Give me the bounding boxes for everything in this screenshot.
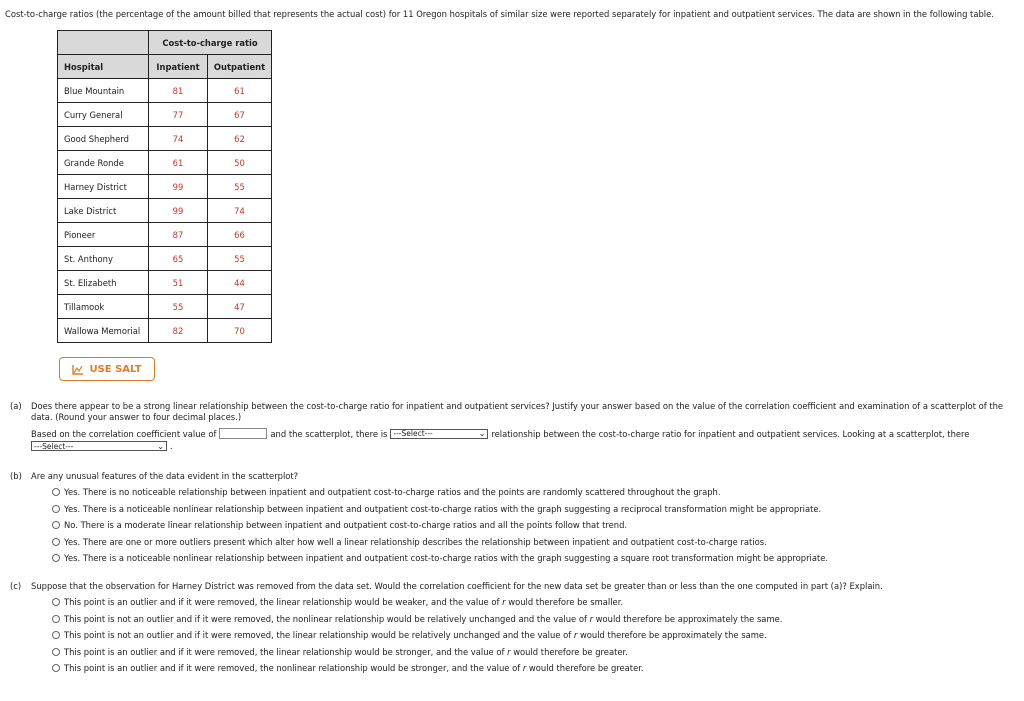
part-c-option[interactable]: [52, 647, 628, 657]
part-c-option[interactable]: [52, 597, 623, 607]
radio-button[interactable]: [52, 521, 60, 529]
data-table: [57, 30, 272, 343]
part-c-question: Suppose that the observation for Harney District was removed from the data set. Would the correlation coefficient for the new data set be greater than or less than the one computed in part (a)? Explain.: [31, 581, 883, 591]
inpatient-cell: 74: [149, 127, 208, 151]
outpatient-cell: 50: [208, 151, 272, 175]
use-salt-button[interactable]: [59, 357, 155, 381]
hospital-cell: Tillamook: [58, 295, 149, 319]
table-row: [58, 319, 272, 343]
outpatient-cell: 67: [208, 103, 272, 127]
option-text: No. There is a moderate linear relationship between inpatient and outpatient cost-to-charge ratios and all the points follow that trend.: [64, 520, 628, 530]
hospital-cell: Grande Ronde: [58, 151, 149, 175]
outpatient-cell: 55: [208, 247, 272, 271]
part-a-answer-line-2: [31, 441, 173, 451]
use-salt-label: USE SALT: [89, 363, 142, 375]
option-text: Yes. There is no noticeable relationship between inpatient and outpatient cost-to-charge ratios and the points are randomly scattered throughout the graph.: [64, 487, 721, 497]
table-row: [58, 199, 272, 223]
part-c-option[interactable]: [52, 614, 782, 624]
hospital-cell: St. Anthony: [58, 247, 149, 271]
part-a-answer-line: [31, 428, 969, 439]
option-text: Yes. There are one or more outliers present which alter how well a linear relationship describes the relationship between inpatient and outpatient cost-to-charge ratios.: [64, 536, 767, 547]
option-text: Yes. There is a noticeable nonlinear relationship between inpatient and outpatient cost-to-charge ratios with the graph suggesting a reciprocal transformation might be appropriate.: [64, 503, 822, 514]
table-row: [58, 271, 272, 295]
inpatient-cell: 99: [149, 199, 208, 223]
option-text: This point is an outlier and if it were removed, the nonlinear relationship would be stronger, and the value of r would therefore be greater.: [64, 663, 644, 673]
hospital-cell: Lake District: [58, 199, 149, 223]
outpatient-cell: 55: [208, 175, 272, 199]
inpatient-cell: 65: [149, 247, 208, 271]
outpatient-cell: 44: [208, 271, 272, 295]
part-a-text-2: and the scatterplot, there is: [270, 428, 388, 439]
header-hospital: Hospital: [58, 55, 149, 79]
part-a-label: (a): [10, 401, 22, 411]
part-c-label: (c): [10, 581, 22, 591]
part-b-option[interactable]: [52, 487, 721, 497]
part-a-question-2: data. (Round your answer to four decimal places.): [31, 412, 242, 422]
option-text: Yes. There is a noticeable nonlinear relationship between inpatient and outpatient cost-to-charge ratios with the graph suggesting a square root transformation might be appropriate.: [64, 553, 829, 563]
inpatient-cell: 61: [149, 151, 208, 175]
part-b-question: Are any unusual features of the data evident in the scatterplot?: [31, 471, 299, 481]
table-row: [58, 223, 272, 247]
inpatient-cell: 81: [149, 79, 208, 103]
radio-button[interactable]: [52, 615, 60, 623]
outpatient-cell: 62: [208, 127, 272, 151]
radio-button[interactable]: [52, 648, 60, 656]
part-a-text-1: Based on the correlation coefficient value of: [31, 428, 217, 439]
outpatient-cell: 47: [208, 295, 272, 319]
option-text: This point is not an outlier and if it were removed, the linear relationship would be relatively unchanged and the value of r would therefore be approximately the same.: [64, 630, 767, 640]
part-c-option[interactable]: [52, 630, 767, 640]
correlation-input[interactable]: [219, 428, 267, 439]
scatterplot-select[interactable]: [31, 441, 167, 451]
relationship-select[interactable]: [390, 429, 488, 439]
hospital-cell: Blue Mountain: [58, 79, 149, 103]
hospital-cell: Curry General: [58, 103, 149, 127]
chevron-down-icon: ⌄: [478, 429, 486, 438]
relationship-select-value: ---Select---: [393, 429, 433, 438]
hospital-cell: Harney District: [58, 175, 149, 199]
chart-icon: [72, 364, 84, 375]
hospital-cell: Wallowa Memorial: [58, 319, 149, 343]
option-text: This point is an outlier and if it were removed, the linear relationship would be stronger, and the value of r would therefore be greater.: [64, 646, 628, 657]
intro-text: Cost-to-charge ratios (the percentage of the amount billed that represents the actual cost) for 11 Oregon hospitals of similar size were reported separately for inpatient and outpatient services. The data are shown in the following table.: [5, 9, 994, 19]
part-a-end: .: [170, 441, 173, 451]
outpatient-cell: 66: [208, 223, 272, 247]
table-row: [58, 151, 272, 175]
part-a-question-1: Does there appear to be a strong linear relationship between the cost-to-charge ratio for inpatient and outpatient services? Justify your answer based on the value of the correlation coefficient and examination of a scatterplot of the: [31, 401, 1004, 411]
header-outpatient: Outpatient: [208, 55, 272, 79]
radio-button[interactable]: [52, 631, 60, 639]
table-row: [58, 247, 272, 271]
scatterplot-select-value: ---Select---: [34, 441, 74, 451]
option-text: This point is not an outlier and if it were removed, the nonlinear relationship would be relatively unchanged and the value of r would therefore be approximately the same.: [64, 613, 783, 624]
chevron-down-icon: ⌄: [157, 441, 164, 451]
table-row: [58, 175, 272, 199]
radio-button[interactable]: [52, 554, 60, 562]
part-b-option[interactable]: [52, 520, 627, 530]
part-c-option[interactable]: [52, 663, 644, 673]
part-b-option[interactable]: [52, 537, 767, 547]
table-row: [58, 295, 272, 319]
hospital-cell: St. Elizabeth: [58, 271, 149, 295]
outpatient-cell: 61: [208, 79, 272, 103]
part-b-option[interactable]: [52, 504, 821, 514]
outpatient-cell: 74: [208, 199, 272, 223]
option-text: This point is an outlier and if it were removed, the linear relationship would be weaker, and the value of r would therefore be smaller.: [64, 597, 624, 607]
part-a-text-3: relationship between the cost-to-charge ratio for inpatient and outpatient services. Looking at a scatterplot, there: [491, 428, 970, 439]
inpatient-cell: 51: [149, 271, 208, 295]
inpatient-cell: 87: [149, 223, 208, 247]
radio-button[interactable]: [52, 488, 60, 496]
hospital-cell: Good Shepherd: [58, 127, 149, 151]
radio-button[interactable]: [52, 598, 60, 606]
inpatient-cell: 82: [149, 319, 208, 343]
table-row: [58, 79, 272, 103]
table-row: [58, 103, 272, 127]
radio-button[interactable]: [52, 664, 60, 672]
inpatient-cell: 55: [149, 295, 208, 319]
inpatient-cell: 77: [149, 103, 208, 127]
radio-button[interactable]: [52, 538, 60, 546]
hospital-cell: Pioneer: [58, 223, 149, 247]
table-corner: [58, 31, 149, 55]
outpatient-cell: 70: [208, 319, 272, 343]
inpatient-cell: 99: [149, 175, 208, 199]
table-row: [58, 127, 272, 151]
part-b-option[interactable]: [52, 553, 828, 563]
group-header: Cost-to-charge ratio: [149, 31, 272, 55]
header-inpatient: Inpatient: [149, 55, 208, 79]
radio-button[interactable]: [52, 505, 60, 513]
part-b-label: (b): [10, 471, 22, 481]
